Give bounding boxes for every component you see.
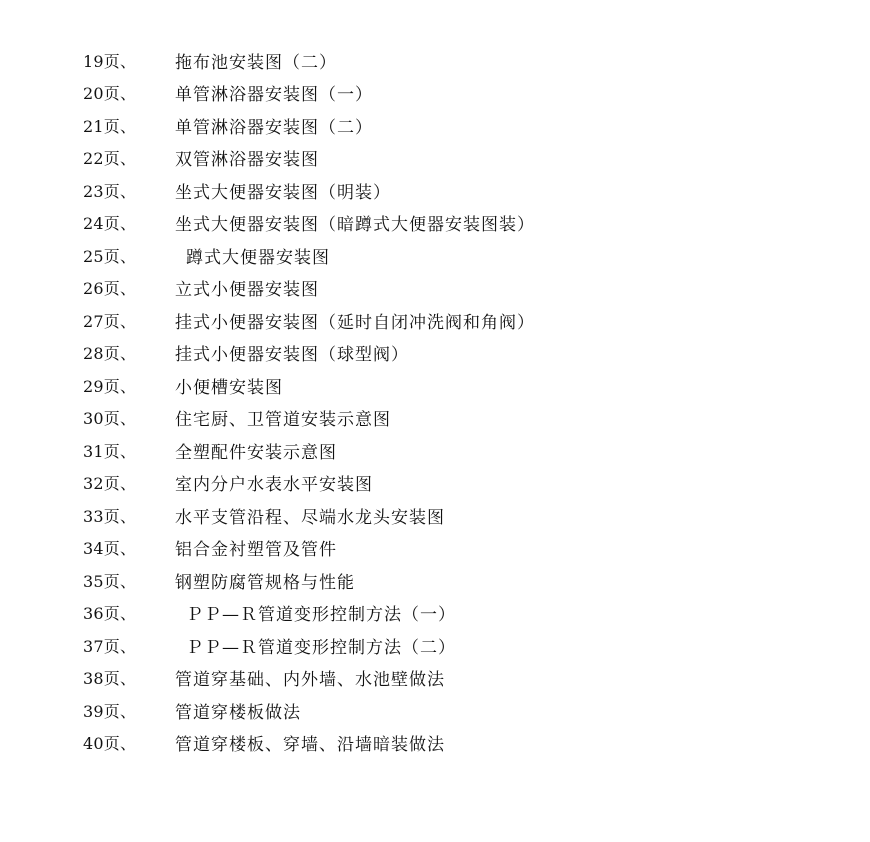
toc-entry: [83, 109, 843, 142]
toc-page-number: 32页、: [83, 474, 137, 494]
toc-entry: [83, 402, 843, 435]
toc-page-number: 24页、: [83, 214, 137, 234]
toc-title: 管道穿基础、内外墙、水池壁做法: [175, 670, 445, 691]
toc-entry: [83, 239, 843, 272]
toc-title: 蹲式大便器安装图: [186, 247, 330, 268]
toc-page-number: 26页、: [83, 279, 137, 299]
toc-title: ＰＰ—Ｒ管道变形控制方法（一）: [186, 605, 456, 626]
toc-entry: [83, 499, 843, 532]
toc-page-number: 21页、: [83, 116, 137, 136]
toc-entry: [83, 532, 843, 565]
toc-page-number: 29页、: [83, 376, 137, 396]
toc-title: ＰＰ—Ｒ管道变形控制方法（二）: [186, 637, 456, 658]
toc-entry: [83, 662, 843, 695]
toc-title: 单管淋浴器安装图（一）: [175, 85, 373, 106]
toc-entry: [83, 694, 843, 727]
toc-title: 立式小便器安装图: [175, 280, 319, 301]
toc-title: 钢塑防腐管规格与性能: [175, 572, 355, 593]
toc-page-number: 38页、: [83, 669, 137, 689]
toc-entry: [83, 337, 843, 370]
toc-page-number: 39页、: [83, 701, 137, 721]
toc-entry: [83, 174, 843, 207]
toc-title: 坐式大便器安装图（明装）: [175, 182, 391, 203]
toc-title: 拖布池安装图（二）: [175, 52, 337, 73]
toc-page-number: 25页、: [83, 246, 137, 266]
toc-entry: [83, 207, 843, 240]
toc-page-number: 34页、: [83, 539, 137, 559]
toc-title: 住宅厨、卫管道安装示意图: [175, 410, 391, 431]
toc-page-number: 35页、: [83, 571, 137, 591]
toc-entry: [83, 629, 843, 662]
toc-entry: [83, 467, 843, 500]
toc-title: 铝合金衬塑管及管件: [175, 540, 337, 561]
toc-page-number: 28页、: [83, 344, 137, 364]
toc-entry: [83, 597, 843, 630]
toc-entry: [83, 304, 843, 337]
toc-title: 小便槽安装图: [175, 377, 283, 398]
toc-page-number: 31页、: [83, 441, 137, 461]
toc-page-number: 19页、: [83, 51, 137, 71]
toc-entry: [83, 272, 843, 305]
toc-title: 管道穿楼板做法: [175, 702, 301, 723]
toc-page-number: 30页、: [83, 409, 137, 429]
toc-title: 挂式小便器安装图（延时自闭冲洗阀和角阀）: [175, 312, 535, 333]
toc-entry: [83, 434, 843, 467]
toc-page-number: 22页、: [83, 149, 137, 169]
toc-page-number: 33页、: [83, 506, 137, 526]
toc-title: 全塑配件安装示意图: [175, 442, 337, 463]
toc-title: 水平支管沿程、尽端水龙头安装图: [175, 507, 445, 528]
toc-page-number: 40页、: [83, 734, 137, 754]
toc-page-number: 23页、: [83, 181, 137, 201]
toc-entry: [83, 727, 843, 760]
toc-entry: [83, 142, 843, 175]
toc-title: 管道穿楼板、穿墙、沿墙暗装做法: [175, 735, 445, 756]
toc-title: 单管淋浴器安装图（二）: [175, 117, 373, 138]
toc-title: 挂式小便器安装图（球型阀）: [175, 345, 409, 366]
toc-title: 双管淋浴器安装图: [175, 150, 319, 171]
toc-entry: [83, 77, 843, 110]
toc-title: 室内分户水表水平安装图: [175, 475, 373, 496]
toc-entry: [83, 369, 843, 402]
toc-entry: [83, 44, 843, 77]
table-of-contents: [83, 44, 843, 759]
toc-page-number: 27页、: [83, 311, 137, 331]
toc-entry: [83, 564, 843, 597]
toc-page-number: 36页、: [83, 604, 137, 624]
toc-page-number: 37页、: [83, 636, 137, 656]
toc-title: 坐式大便器安装图（暗蹲式大便器安装图装）: [175, 215, 535, 236]
toc-page-number: 20页、: [83, 84, 137, 104]
